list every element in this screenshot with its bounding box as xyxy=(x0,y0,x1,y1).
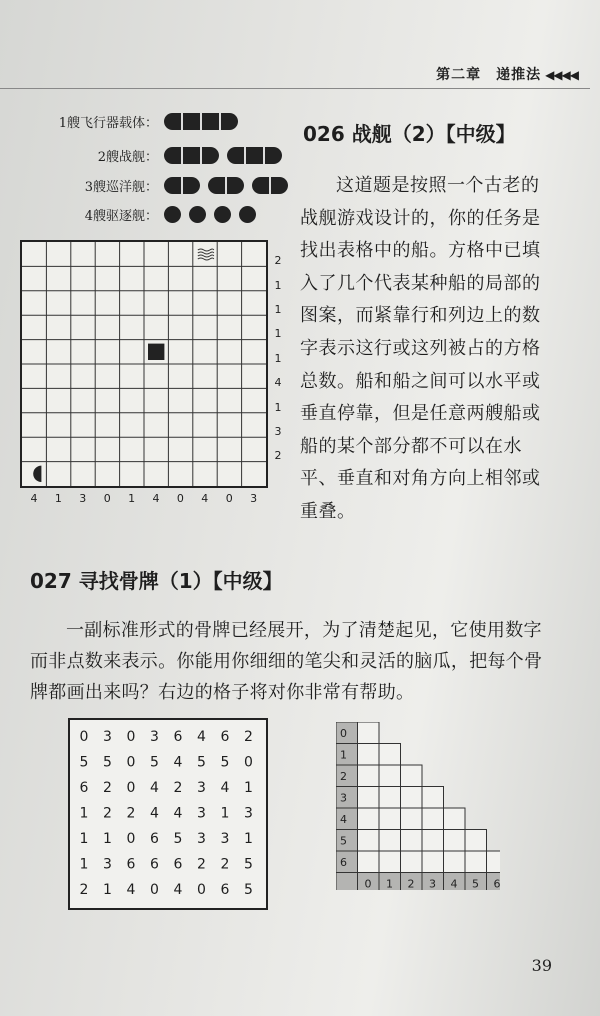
domino-number: 1 xyxy=(244,831,253,847)
ship-segment xyxy=(208,177,225,194)
checklist-col-label: 5 xyxy=(472,877,479,890)
domino-grid-svg xyxy=(70,720,266,908)
ship-icon xyxy=(227,147,282,164)
domino-number: 2 xyxy=(103,780,112,796)
checklist-col-label: 2 xyxy=(407,877,415,890)
domino-number: 3 xyxy=(197,831,206,847)
running-header xyxy=(436,64,578,84)
column-clue: 4 xyxy=(30,492,38,505)
domino-number: 3 xyxy=(220,831,230,847)
domino-number: 2 xyxy=(220,856,230,873)
column-clue: 1 xyxy=(128,492,136,505)
legend-ships xyxy=(164,177,288,194)
checklist-cell xyxy=(358,808,380,830)
domino-number: 4 xyxy=(173,882,183,898)
legend-ships xyxy=(164,147,282,164)
ship-segment xyxy=(164,206,181,223)
ship-icon xyxy=(252,177,288,194)
row-clue: 4 xyxy=(274,376,282,390)
ship-segment xyxy=(164,113,181,130)
ship-segment xyxy=(263,147,282,164)
domino-number: 3 xyxy=(103,729,112,745)
legend-ships xyxy=(164,113,238,130)
ship-icon xyxy=(208,177,244,194)
checklist-cell xyxy=(379,765,401,787)
domino-grid xyxy=(68,718,268,910)
checklist-row-label: 5 xyxy=(340,834,347,848)
checklist-row-label: 0 xyxy=(340,727,347,740)
row-clue: 2 xyxy=(274,254,282,268)
legend-row-cruiser xyxy=(20,174,288,196)
domino-number: 4 xyxy=(197,729,206,745)
domino-number: 5 xyxy=(220,754,230,771)
ship-middle-clue xyxy=(148,344,164,360)
domino-number: 4 xyxy=(150,780,159,796)
domino-number: 3 xyxy=(197,780,206,796)
checklist-corner-cell xyxy=(336,873,358,891)
checklist-cell xyxy=(358,722,380,744)
domino-number: 0 xyxy=(150,882,159,898)
ship-icon xyxy=(164,147,219,164)
domino-number: 2 xyxy=(103,805,112,822)
checklist-row-label: 1 xyxy=(340,748,347,762)
domino-number: 6 xyxy=(173,729,183,745)
domino-number: 0 xyxy=(126,831,136,847)
checklist-cell xyxy=(444,830,466,852)
arrow-decoration: ◀◀◀◀ xyxy=(545,68,578,82)
domino-number: 1 xyxy=(79,831,89,847)
row-clue: 1 xyxy=(274,351,282,365)
domino-number: 1 xyxy=(244,780,253,796)
domino-number: 1 xyxy=(103,882,112,898)
domino-number: 3 xyxy=(244,805,253,822)
ship-segment xyxy=(200,113,219,130)
domino-number: 5 xyxy=(79,754,89,771)
battleship-grid-svg xyxy=(22,242,266,486)
checklist-cell xyxy=(401,808,423,830)
row-clue: 3 xyxy=(274,425,282,438)
problem-026-text: 这道题是按照一个古老的战舰游戏设计的，你的任务是找出表格中的船。方格中已填入了几个代表某种船的局部的图案，而紧靠行和列边上的数字表示这行或这列被占的方格总数。船和船之间可以水平或垂直停靠，但是任意两艘船或船的某个部分都不可以在水平、垂直和对角方向上相邻或重叠。 xyxy=(300,175,541,522)
checklist-row-label: 4 xyxy=(340,813,347,826)
domino-number: 0 xyxy=(126,780,136,796)
checklist-cell xyxy=(379,808,401,830)
domino-number: 4 xyxy=(173,805,183,822)
domino-number: 4 xyxy=(220,780,230,796)
domino-number: 0 xyxy=(126,729,136,745)
domino-number: 6 xyxy=(150,831,159,847)
checklist-col-label: 0 xyxy=(364,877,372,890)
domino-number: 3 xyxy=(150,729,159,745)
domino-number: 2 xyxy=(126,805,136,822)
domino-number: 1 xyxy=(79,805,89,822)
ship-segment xyxy=(244,147,263,164)
column-clue: 4 xyxy=(201,492,209,505)
domino-number: 6 xyxy=(220,882,230,898)
page-number: 39 xyxy=(531,956,552,975)
water-clue xyxy=(198,258,214,260)
checklist-cell xyxy=(422,808,444,830)
ship-icon xyxy=(189,206,206,223)
checklist-cell xyxy=(401,787,423,809)
checklist-cell xyxy=(358,744,380,766)
row-clue: 2 xyxy=(274,449,282,463)
domino-number: 0 xyxy=(197,882,206,898)
legend-label: 1艘飞行器载体： xyxy=(58,115,158,131)
domino-number: 6 xyxy=(220,729,230,745)
domino-number: 5 xyxy=(244,882,253,898)
legend-ships xyxy=(164,206,256,223)
checklist-cell xyxy=(465,851,487,873)
domino-number: 1 xyxy=(79,856,89,873)
legend-label: 3艘巡洋舰： xyxy=(84,179,158,195)
domino-number: 5 xyxy=(197,754,206,771)
water-clue xyxy=(198,249,214,251)
checklist-cell xyxy=(358,830,380,852)
checklist-cell xyxy=(487,851,501,873)
domino-number: 3 xyxy=(103,856,112,873)
ship-segment xyxy=(219,113,238,130)
domino-number: 1 xyxy=(220,805,230,822)
row-clue: 1 xyxy=(274,278,282,292)
ship-segment xyxy=(225,177,244,194)
ship-segment xyxy=(252,177,269,194)
checklist-cell xyxy=(358,787,380,809)
checklist-col-label: 4 xyxy=(450,877,458,890)
water-clue xyxy=(198,255,214,257)
checklist-cell xyxy=(358,851,380,873)
checklist-cell xyxy=(422,830,444,852)
domino-number: 1 xyxy=(103,831,112,847)
legend-label: 4艘驱逐舰： xyxy=(84,208,158,224)
checklist-cell xyxy=(401,851,423,873)
ship-segment xyxy=(214,206,231,223)
ship-icon xyxy=(239,206,256,223)
checklist-col-label: 6 xyxy=(493,877,500,890)
column-clue: 0 xyxy=(176,492,184,505)
row-clue: 1 xyxy=(274,327,282,341)
ship-segment xyxy=(181,147,200,164)
domino-number: 2 xyxy=(197,856,206,873)
domino-checklist-svg xyxy=(336,722,500,890)
column-clue: 3 xyxy=(79,492,87,505)
legend-row-battleship xyxy=(20,144,282,166)
column-clue: 4 xyxy=(152,492,160,505)
problem-027-title: 027 寻找骨牌（1）【中级】 xyxy=(30,569,283,593)
checklist-cell xyxy=(422,851,444,873)
checklist-cell xyxy=(379,851,401,873)
checklist-cell xyxy=(444,851,466,873)
checklist-row-label: 3 xyxy=(340,791,347,805)
domino-number: 0 xyxy=(126,754,136,771)
domino-number: 0 xyxy=(79,729,89,745)
domino-number: 6 xyxy=(173,856,183,873)
row-clue: 1 xyxy=(274,303,282,316)
water-clue xyxy=(198,252,214,254)
domino-number: 0 xyxy=(244,754,253,771)
checklist-cell xyxy=(465,830,487,852)
ship-segment xyxy=(181,177,200,194)
domino-number: 5 xyxy=(173,831,183,847)
checklist-cell xyxy=(379,830,401,852)
checklist-cell xyxy=(444,808,466,830)
domino-number: 2 xyxy=(173,780,183,796)
header-rule xyxy=(0,88,590,89)
ship-segment xyxy=(164,147,181,164)
column-clue: 3 xyxy=(250,492,258,505)
ship-end-clue xyxy=(33,466,41,482)
ship-segment xyxy=(239,206,256,223)
legend-row-carrier xyxy=(20,110,238,132)
domino-number: 5 xyxy=(244,856,253,873)
battleship-grid xyxy=(20,240,268,488)
ship-icon xyxy=(164,206,181,223)
ship-segment xyxy=(227,147,244,164)
checklist-cell xyxy=(422,787,444,809)
domino-number: 4 xyxy=(126,882,136,898)
checklist-cell xyxy=(379,744,401,766)
column-clue: 0 xyxy=(225,492,233,505)
row-clue: 1 xyxy=(274,400,282,414)
ship-icon xyxy=(164,177,200,194)
problem-026-title: 026 战舰（2）【中级】 xyxy=(303,122,516,146)
domino-number: 5 xyxy=(150,754,159,771)
checklist-cell xyxy=(401,830,423,852)
column-clue: 1 xyxy=(54,492,62,505)
checklist-cell xyxy=(379,787,401,809)
domino-number: 5 xyxy=(103,754,112,771)
domino-number: 6 xyxy=(150,856,159,873)
checklist-cell xyxy=(358,765,380,787)
domino-number: 2 xyxy=(244,729,253,745)
checklist-col-label: 3 xyxy=(429,877,436,890)
legend-row-destroyer xyxy=(20,203,256,225)
chapter-title: 第二章 递推法 xyxy=(436,67,542,83)
checklist-row-label: 6 xyxy=(340,856,347,869)
ship-icon xyxy=(214,206,231,223)
checklist-cell xyxy=(401,765,423,787)
domino-number: 2 xyxy=(79,882,89,898)
checklist-col-label: 1 xyxy=(386,877,393,890)
domino-number: 4 xyxy=(150,805,159,822)
ship-segment xyxy=(269,177,288,194)
column-clue: 0 xyxy=(103,492,111,505)
legend-label: 2艘战舰： xyxy=(97,149,158,165)
ship-segment xyxy=(189,206,206,223)
ship-segment xyxy=(200,147,219,164)
checklist-row-label: 2 xyxy=(340,770,347,783)
ship-segment xyxy=(164,177,181,194)
domino-number: 4 xyxy=(173,754,183,771)
domino-number: 6 xyxy=(126,856,136,873)
ship-segment xyxy=(181,113,200,130)
domino-number: 6 xyxy=(79,780,89,796)
ship-icon xyxy=(164,113,238,130)
domino-number: 3 xyxy=(197,805,206,822)
problem-027-text: 一副标准形式的骨牌已经展开，为了清楚起见，它使用数字而非点数来表示。你能用你细细的笔尖和灵活的脑瓜，把每个骨牌都画出来吗？右边的格子将对你非常有帮助。 xyxy=(30,620,543,703)
